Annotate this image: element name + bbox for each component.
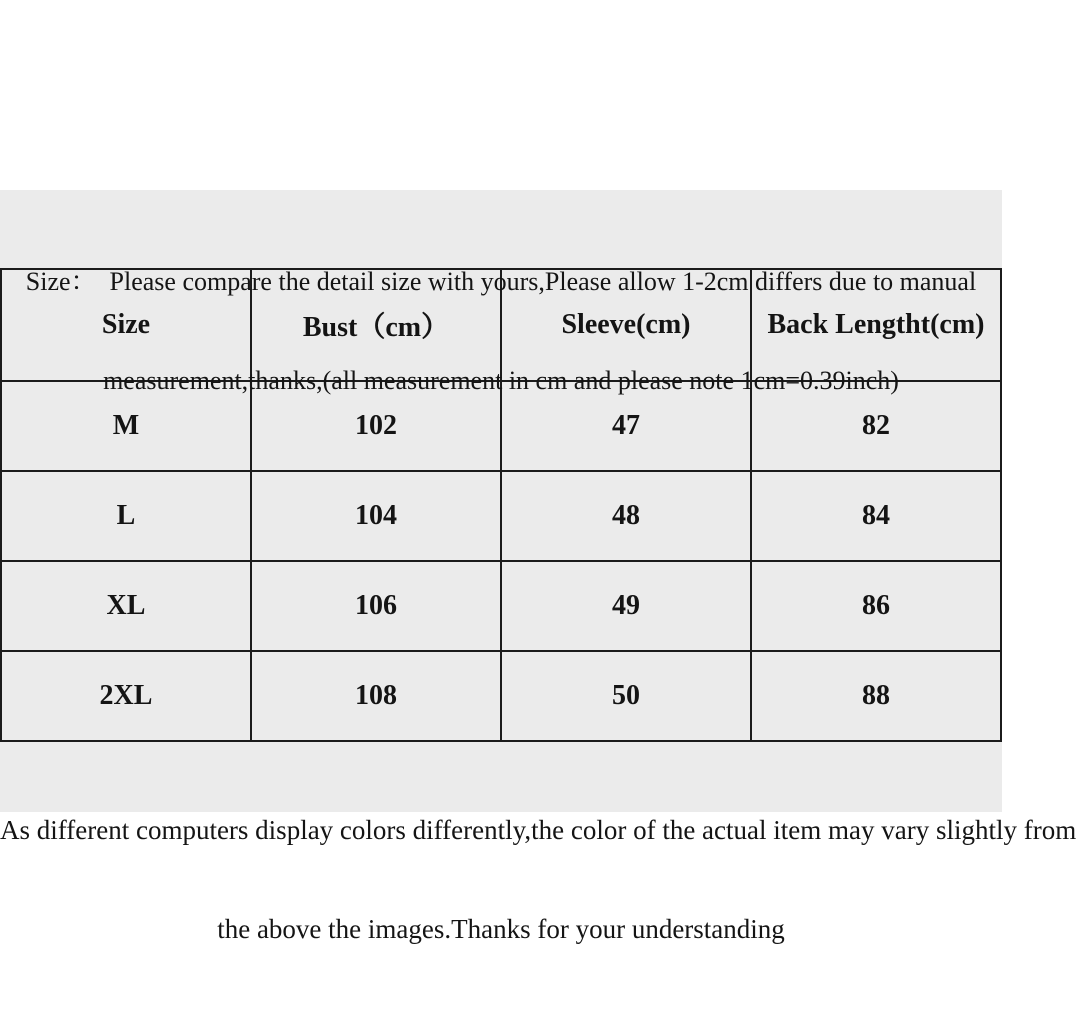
color-disclaimer-line2: the above the images.Thanks for your understanding xyxy=(217,914,785,944)
color-disclaimer-notice xyxy=(0,742,1076,1012)
cell-bust: 108 xyxy=(251,651,501,741)
size-measurement-notice-line1: Size： Please compare the detail size with yours,Please allow 1-2cm differs due to manual xyxy=(25,267,977,296)
cell-sleeve: 49 xyxy=(501,561,751,651)
cell-bust: 104 xyxy=(251,471,501,561)
header-cell-bust: Bust（cm） xyxy=(251,269,501,381)
header-cell-back-length: Back Lengtht(cm) xyxy=(751,269,1001,381)
cell-bust: 106 xyxy=(251,561,501,651)
cell-size: M xyxy=(1,381,251,471)
cell-size: XL xyxy=(1,561,251,651)
header-cell-size: Size xyxy=(1,269,251,381)
cell-back-length: 86 xyxy=(751,561,1001,651)
cell-back-length: 88 xyxy=(751,651,1001,741)
cell-sleeve: 48 xyxy=(501,471,751,561)
cell-sleeve: 47 xyxy=(501,381,751,471)
cell-size: L xyxy=(1,471,251,561)
table-row-l xyxy=(1,471,1001,561)
table-row-xl xyxy=(1,561,1001,651)
size-chart-panel xyxy=(0,190,1076,944)
color-disclaimer-line1: As different computers display colors differently,the color of the actual item may vary slightly from xyxy=(0,815,1076,845)
cell-size: 2XL xyxy=(1,651,251,741)
header-cell-sleeve: Sleeve(cm) xyxy=(501,269,751,381)
size-measurement-notice-line2: measurement,thanks,(all measurement in cm and please note 1cm=0.39inch) xyxy=(103,366,899,395)
cell-back-length: 84 xyxy=(751,471,1001,561)
cell-sleeve: 50 xyxy=(501,651,751,741)
cell-back-length: 82 xyxy=(751,381,1001,471)
table-row-2xl xyxy=(1,651,1001,741)
cell-bust: 102 xyxy=(251,381,501,471)
